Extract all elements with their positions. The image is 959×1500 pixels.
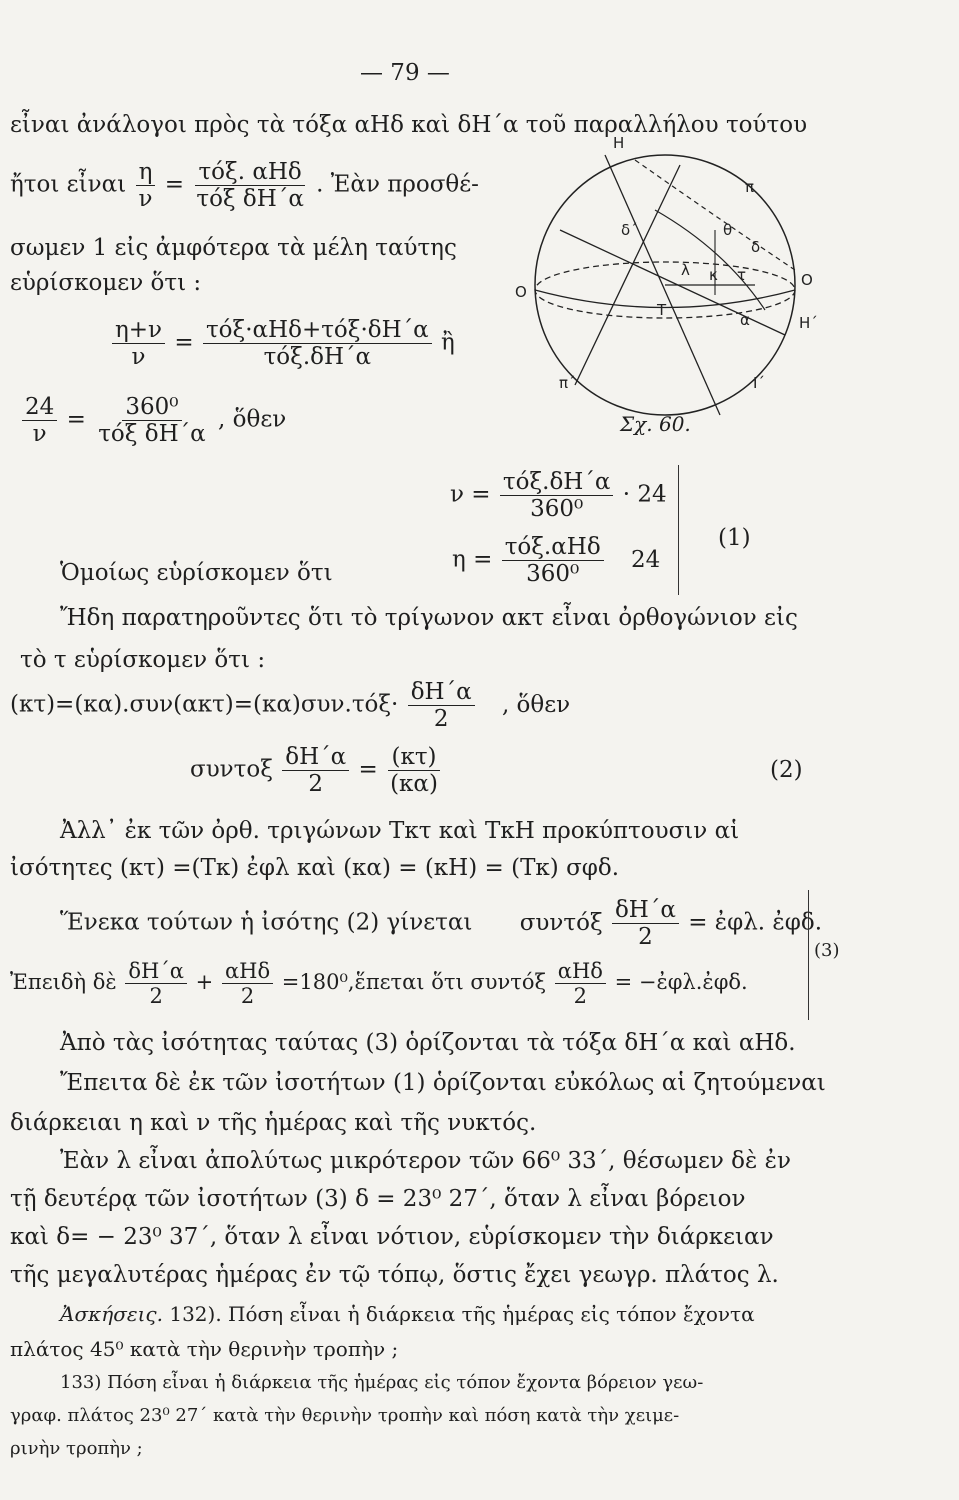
fraction	[612, 898, 679, 949]
label-pi-prime: π΄	[559, 374, 576, 392]
equation-line	[10, 960, 748, 1007]
denominator: 2	[433, 706, 449, 733]
figure-caption: Σχ. 60.	[620, 412, 691, 436]
denominator: (κα)	[390, 771, 438, 798]
denominator: τόξ.δΗ΄α	[263, 344, 372, 371]
denominator: 2	[308, 771, 323, 798]
fraction	[387, 745, 441, 796]
label-pi: π	[745, 178, 755, 196]
label-H-prime: Η΄	[799, 314, 818, 332]
numerator: τόξ. αΗδ	[195, 160, 304, 186]
label-delta: δ	[751, 238, 761, 256]
numerator: τόξ.αΗδ	[502, 535, 604, 561]
fraction	[282, 745, 349, 796]
numerator: δΗ΄α	[125, 960, 187, 984]
meridian-line	[575, 165, 680, 385]
fraction	[502, 535, 604, 586]
label-lambda: λ	[681, 261, 690, 279]
text-line: καὶ δ= − 23⁰ 37΄, ὅταν λ εἶναι νότιον, εὑρίσκομεν τὴν διάρκειαν	[10, 1224, 774, 1250]
equation-number: (3)	[814, 940, 840, 961]
label-delta-prime: δ΄	[621, 221, 638, 239]
text-fragment: 24	[631, 546, 661, 573]
text-fragment: = −ἐφλ.ἐφδ.	[614, 970, 748, 995]
equation-line	[10, 160, 479, 211]
equation-number: (2)	[770, 757, 803, 783]
denominator: 360⁰	[530, 496, 584, 523]
text-line: διάρκειαι η καὶ ν τῆς ἡμέρας καὶ τῆς νυκτός.	[10, 1110, 537, 1136]
fraction	[22, 395, 57, 446]
parallel-front	[655, 210, 765, 310]
denominator: ν	[131, 344, 146, 371]
numerator: τόξ·αΗδ+τόξ·δΗ΄α	[203, 318, 432, 344]
equation-line	[110, 318, 455, 369]
denominator: 2	[240, 984, 255, 1009]
denominator: 2	[638, 924, 653, 951]
plus-sign: +	[195, 970, 214, 995]
numerator: η	[136, 160, 156, 186]
text-line: Ἔπειτα δὲ ἐκ τῶν ἰσοτήτων (1) ὁρίζονται εὐκόλως αἱ ζητούμεναι	[60, 1070, 826, 1096]
numerator: δΗ΄α	[282, 745, 349, 771]
denominator: 360⁰	[526, 561, 580, 588]
exercise-line	[60, 1302, 755, 1326]
equation-brace	[808, 890, 809, 1020]
numerator: αΗδ	[555, 960, 606, 984]
label-H: Η	[613, 134, 625, 152]
numerator: 24	[22, 395, 57, 421]
text-line: Ἀπὸ τὰς ἰσότητας ταύτας (3) ὁρίζονται τὰ τόξα δΗ΄α καὶ αΗδ.	[60, 1030, 796, 1056]
equation-number: (1)	[718, 525, 751, 551]
label-alpha: α	[740, 311, 750, 329]
text-line: Ὁμοίως εὑρίσκομεν ὅτι	[60, 560, 333, 586]
fraction	[203, 318, 432, 369]
text-fragment: , ὅθεν	[501, 691, 571, 718]
denominator: τόξ δΗ΄α	[196, 186, 304, 213]
text-fragment: η =	[452, 546, 493, 573]
numerator: (κτ)	[388, 745, 439, 771]
page-number: — 79 —	[360, 60, 450, 86]
equation-brace	[678, 465, 679, 595]
label-tau: τ	[737, 266, 747, 284]
text-fragment: Ἕνεκα τούτων ἡ ἰσότης (2) γίνεται	[60, 909, 473, 936]
numerator: αΗδ	[222, 960, 273, 984]
exercise-line: 133) Πόση εἶναι ἡ διάρκεια τῆς ἡμέρας εἰς τόπον ἔχοντα βόρειον γεω-	[60, 1372, 704, 1393]
label-O-left: Ο	[515, 283, 527, 301]
numerator: 360⁰	[122, 395, 181, 421]
fraction	[500, 470, 614, 521]
denominator: ν	[138, 186, 153, 213]
equation-line	[60, 898, 822, 949]
exercise-line: γραφ. πλάτος 23⁰ 27΄ κατὰ τὴν θερινὴν τροπὴν καὶ πόση κατὰ τὴν χειμε-	[10, 1405, 680, 1426]
label-O-right: Ο	[801, 271, 813, 289]
equals-sign: =	[66, 406, 86, 433]
numerator: δΗ΄α	[612, 898, 679, 924]
fraction	[555, 960, 606, 1007]
label-T: Τ	[657, 301, 667, 319]
equation-line	[450, 470, 667, 521]
text-fragment: =180⁰,ἕπεται ὅτι συντόξ	[281, 970, 547, 995]
equals-sign: =	[174, 329, 194, 356]
text-line: σωμεν 1 εἰς ἀμφότερα τὰ μέλη ταύτης	[10, 235, 457, 261]
equation-line	[190, 745, 443, 796]
equals-sign: =	[358, 756, 378, 783]
text-fragment: (κτ)=(κα).συν(ακτ)=(κα)συν.τόξ·	[10, 691, 399, 718]
text-line: τὸ τ εὑρίσκομεν ὅτι :	[20, 647, 266, 673]
text-line: Ἤδη παρατηροῦντες ὅτι τὸ τρίγωνον ακτ εἶναι ὀρθογώνιον εἰς	[60, 605, 798, 631]
text-line: Ἐὰν λ εἶναι ἀπολύτως μικρότερον τῶν 66⁰ 33΄, θέσωμεν δὲ ἐν	[60, 1148, 792, 1174]
text-fragment: ν =	[450, 481, 491, 508]
label-iota: Ι΄	[753, 374, 765, 392]
exercise-line: πλάτος 45⁰ κατὰ τὴν θερινὴν τροπὴν ;	[10, 1337, 399, 1361]
fraction	[193, 160, 307, 211]
label-theta: θ	[723, 221, 733, 239]
fraction	[408, 680, 475, 731]
text-fragment: συντοξ	[190, 756, 273, 783]
text-fragment: · 24	[622, 481, 667, 508]
text-fragment: Ἐπειδὴ δὲ	[10, 970, 117, 995]
denominator: 2	[149, 984, 163, 1009]
text-line: εἶναι ἀνάλογοι πρὸς τὰ τόξα αΗδ καὶ δΗ΄α τοῦ παραλλήλου τούτου	[10, 112, 808, 138]
equation-line	[10, 680, 570, 731]
text-fragment: . Ἐὰν προσθέ-	[316, 171, 479, 198]
equals-sign: =	[164, 171, 185, 198]
text-line: τῆς μεγαλυτέρας ἡμέρας ἐν τῷ τόπῳ, ὅστις ἔχει γεωγρ. πλάτος λ.	[10, 1262, 779, 1288]
text-line: εὑρίσκομεν ὅτι :	[10, 270, 202, 296]
equation-line	[20, 395, 286, 446]
equation-line	[452, 535, 660, 586]
numerator: η+ν	[112, 318, 165, 344]
fraction	[95, 395, 209, 446]
denominator: 2	[573, 984, 588, 1009]
denominator: ν	[32, 421, 47, 448]
text-line: ἰσότητες (κτ) =(Τκ) ἐφλ καὶ (κα) = (κΗ) = (Τκ) σφδ.	[10, 855, 620, 881]
numerator: δΗ΄α	[408, 680, 475, 706]
label-kappa: κ	[709, 266, 718, 284]
exercises-label: Ἀσκήσεις.	[60, 1302, 163, 1326]
denominator: τόξ δΗ΄α	[98, 421, 206, 448]
text-line: τῇ δευτέρᾳ τῶν ἰσοτήτων (3) δ = 23⁰ 27΄, ὅταν λ εἶναι βόρειον	[10, 1186, 746, 1212]
text-fragment: = ἐφλ. ἐφδ.	[688, 909, 823, 936]
text-fragment: , ὅθεν	[218, 406, 287, 433]
numerator: τόξ.δΗ΄α	[500, 470, 614, 496]
celestial-sphere-figure	[505, 120, 835, 440]
text-fragment: 132). Πόση εἶναι ἡ διάρκεια τῆς ἡμέρας εἰς τόπον ἔχοντα	[169, 1302, 755, 1326]
exercise-line: ρινὴν τροπὴν ;	[10, 1438, 143, 1459]
text-line: Ἀλλ᾽ ἐκ τῶν ὀρθ. τριγώνων Τκτ καὶ ΤκΗ προκύπτουσιν αἱ	[60, 818, 740, 844]
fraction	[112, 318, 165, 369]
fraction	[222, 960, 273, 1007]
text-fragment: συντόξ	[519, 909, 603, 936]
fraction	[135, 160, 155, 211]
text-fragment: ἢ	[441, 329, 455, 356]
text-fragment: ἤτοι εἶναι	[10, 171, 127, 198]
fraction	[125, 960, 187, 1007]
